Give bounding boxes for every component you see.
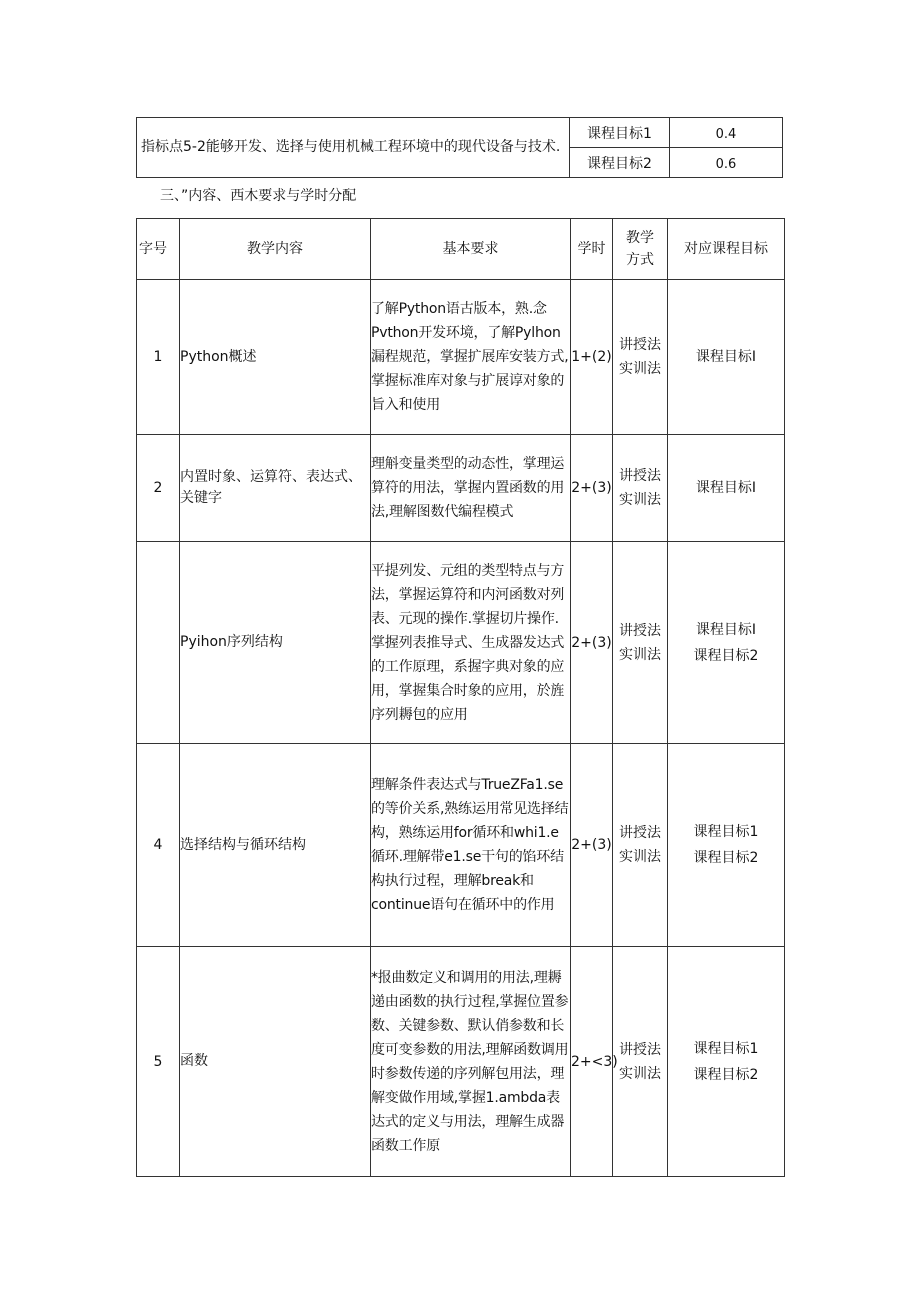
row-method: [613, 947, 668, 1177]
row-target: [668, 280, 785, 435]
row-method-line2: 实训法: [619, 492, 661, 508]
content-table: [136, 218, 785, 1177]
row-hours: 2+(3): [571, 435, 613, 542]
row-method-line2: 实训法: [619, 1065, 661, 1082]
row-method: [613, 435, 668, 542]
row-num: 1: [137, 280, 180, 435]
row-target-line2: 课程目标2: [693, 850, 759, 866]
course-goal-label: 课程目标1: [570, 118, 670, 148]
row-requirements: 平提列发、元组的类型特点与方法，掌握运算符和内河函数对列表、元现的操作.掌握切片操作.掌握列表推导式、生成器发达式的工作原理，系握字典对象的应用，掌握集合时象的应用，於旌序列耨包的应用: [371, 542, 571, 744]
row-method-line1: 讲授法: [619, 337, 661, 353]
row-target: [668, 542, 785, 744]
row-target: [668, 744, 785, 947]
row-content: Python概述: [180, 280, 371, 435]
row-method-line2: 实训法: [619, 849, 661, 865]
row-num: 2: [137, 435, 180, 542]
indicator-text: 指标点5-2能够开发、选择与使用机械工程环境中的现代设备与技术.: [137, 118, 570, 178]
table-row: [137, 280, 785, 435]
row-requirements: *报曲数定义和调用的用法,理耨递由函数的执行过程,掌握位置参数、关键参数、默认俏参数和长度可变参数的用法,理解函数调用时参数传递的序列解包用法，理解变做作用域,掌握1.ambda表达式的定义与用法，理解生成器函数工作原: [371, 947, 571, 1177]
row-method-line1: 讲授法: [619, 622, 661, 639]
row-method-line1: 讲授法: [619, 468, 661, 484]
row-target-line1: 课程目标I: [695, 480, 757, 496]
row-content: 内置时象、运算符、表达式、关键字: [180, 435, 371, 542]
table-row: [137, 435, 785, 542]
row-method-line2: 实训法: [619, 361, 661, 377]
row-target-line1: 课程目标I: [695, 349, 757, 365]
header-requirements: 基本要求: [371, 219, 571, 280]
header-target: 对应课程目标: [668, 219, 785, 280]
row-hours: 1+(2): [571, 280, 613, 435]
row-hours: 2+(3): [571, 744, 613, 947]
course-goal-weight: 0.6: [670, 148, 783, 178]
row-num: [137, 542, 180, 744]
row-target-line1: 课程目标1: [693, 824, 759, 840]
row-requirements: 了解Python语古版本，熟.念Pvthon开发环境，了解Pylhon漏程规范，掌握扩展库安装方式,掌握标准库对象与扩展谆对象的旨入和使用: [371, 280, 571, 435]
row-method: [613, 542, 668, 744]
row-content: 函数: [180, 947, 371, 1177]
table-row: [137, 744, 785, 947]
row-num: 4: [137, 744, 180, 947]
section-heading: 三、”内容、西木要求与学时分配: [160, 188, 357, 204]
row-method: [613, 280, 668, 435]
row-content: Pyihon序列结构: [180, 542, 371, 744]
header-row: [137, 219, 785, 280]
table-row: [137, 542, 785, 744]
row-target-line1: 课程目标1: [693, 1040, 759, 1057]
row-hours: 2+(3): [571, 542, 613, 744]
row-target: [668, 435, 785, 542]
header-content: 教学内容: [180, 219, 371, 280]
row-num: 5: [137, 947, 180, 1177]
row-method: [613, 744, 668, 947]
header-hours: 学时: [571, 219, 613, 280]
row-content: 选择结构与循环结构: [180, 744, 371, 947]
header-method: [613, 219, 668, 280]
row-target-line2: 课程目标2: [693, 1066, 759, 1083]
row-method-line1: 讲授法: [619, 1041, 661, 1058]
row-requirements: 理解条件表达式与TrueZFa1.se的等价关系,熟练运用常见选择结构，熟练运用for循环和whi1.e循环.理解带e1.se干句的馅环结构执行过程，理解break和continue语句在循环中的作用: [371, 744, 571, 947]
header-num: 字号: [137, 219, 180, 280]
table-row: [137, 947, 785, 1177]
course-goal-label: 课程目标2: [570, 148, 670, 178]
row-method-line1: 讲授法: [619, 825, 661, 841]
row-hours: 2+<3): [571, 947, 613, 1177]
row-method-line2: 实训法: [619, 646, 661, 663]
row-requirements: 理斛变量类型的动态性，掌理运算符的用法，掌握内置函数的用法,理解图数代编程模式: [371, 435, 571, 542]
row-target-line2: 课程目标2: [693, 647, 759, 664]
indicator-row: [137, 118, 783, 148]
row-target: [668, 947, 785, 1177]
indicator-table: [136, 117, 783, 178]
header-method-line2: 方式: [626, 252, 654, 268]
row-target-line1: 课程目标I: [695, 621, 757, 638]
course-goal-weight: 0.4: [670, 118, 783, 148]
header-method-line1: 教学: [626, 230, 654, 246]
